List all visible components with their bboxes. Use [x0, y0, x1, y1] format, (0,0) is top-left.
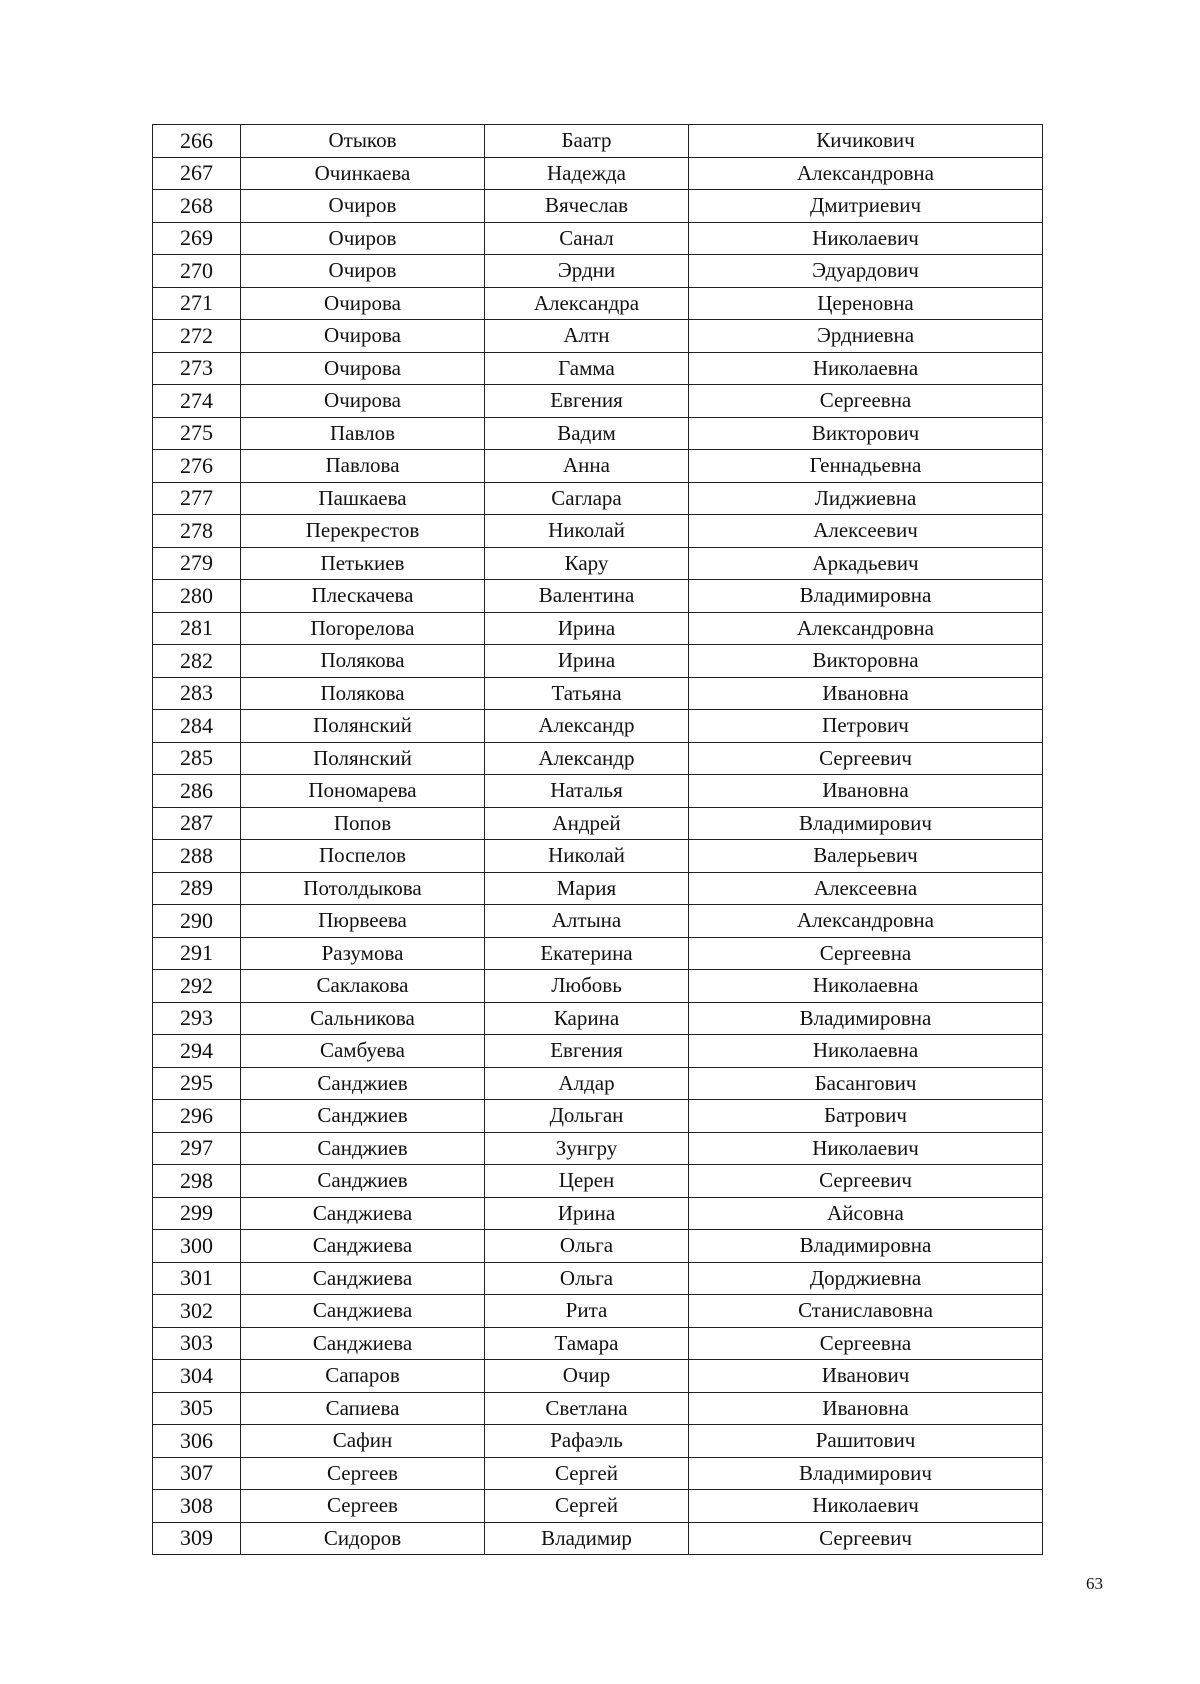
patronymic-cell: Владимировна	[689, 1002, 1043, 1035]
row-number-cell: 277	[153, 482, 241, 515]
row-number-cell: 269	[153, 222, 241, 255]
first-name-cell: Санал	[485, 222, 689, 255]
patronymic-cell: Николаевна	[689, 352, 1043, 385]
first-name-cell: Ольга	[485, 1230, 689, 1263]
patronymic-cell: Сергеевна	[689, 1327, 1043, 1360]
first-name-cell: Александра	[485, 287, 689, 320]
surname-cell: Санджиева	[241, 1295, 485, 1328]
first-name-cell: Владимир	[485, 1522, 689, 1555]
surname-cell: Павлова	[241, 450, 485, 483]
patronymic-cell: Викторовна	[689, 645, 1043, 678]
first-name-cell: Алтн	[485, 320, 689, 353]
surname-cell: Очиров	[241, 255, 485, 288]
patronymic-cell: Владимирович	[689, 807, 1043, 840]
row-number-cell: 281	[153, 612, 241, 645]
row-number-cell: 274	[153, 385, 241, 418]
row-number-cell: 300	[153, 1230, 241, 1263]
row-number-cell: 288	[153, 840, 241, 873]
roster-body	[153, 125, 1043, 1555]
table-row	[153, 1327, 1043, 1360]
first-name-cell: Екатерина	[485, 937, 689, 970]
first-name-cell: Евгения	[485, 1035, 689, 1068]
table-row	[153, 1457, 1043, 1490]
patronymic-cell: Дорджиевна	[689, 1262, 1043, 1295]
first-name-cell: Алдар	[485, 1067, 689, 1100]
table-row	[153, 970, 1043, 1003]
table-row	[153, 840, 1043, 873]
row-number-cell: 290	[153, 905, 241, 938]
patronymic-cell: Дмитриевич	[689, 190, 1043, 223]
table-row	[153, 937, 1043, 970]
patronymic-cell: Сергеевич	[689, 1165, 1043, 1198]
table-row	[153, 1392, 1043, 1425]
table-row	[153, 222, 1043, 255]
patronymic-cell: Николаевич	[689, 1132, 1043, 1165]
first-name-cell: Рафаэль	[485, 1425, 689, 1458]
row-number-cell: 309	[153, 1522, 241, 1555]
first-name-cell: Николай	[485, 515, 689, 548]
patronymic-cell: Басангович	[689, 1067, 1043, 1100]
surname-cell: Плескачева	[241, 580, 485, 613]
patronymic-cell: Николаевна	[689, 1035, 1043, 1068]
patronymic-cell: Ивановна	[689, 677, 1043, 710]
first-name-cell: Очир	[485, 1360, 689, 1393]
surname-cell: Павлов	[241, 417, 485, 450]
surname-cell: Очиров	[241, 222, 485, 255]
table-row	[153, 775, 1043, 808]
surname-cell: Санджиева	[241, 1230, 485, 1263]
first-name-cell: Светлана	[485, 1392, 689, 1425]
table-row	[153, 1197, 1043, 1230]
first-name-cell: Татьяна	[485, 677, 689, 710]
table-row	[153, 872, 1043, 905]
row-number-cell: 270	[153, 255, 241, 288]
table-row	[153, 1360, 1043, 1393]
first-name-cell: Кару	[485, 547, 689, 580]
surname-cell: Поспелов	[241, 840, 485, 873]
table-row	[153, 1035, 1043, 1068]
surname-cell: Сальникова	[241, 1002, 485, 1035]
patronymic-cell: Иванович	[689, 1360, 1043, 1393]
patronymic-cell: Владимировна	[689, 580, 1043, 613]
patronymic-cell: Александровна	[689, 157, 1043, 190]
surname-cell: Перекрестов	[241, 515, 485, 548]
row-number-cell: 266	[153, 125, 241, 158]
row-number-cell: 276	[153, 450, 241, 483]
row-number-cell: 275	[153, 417, 241, 450]
patronymic-cell: Валерьевич	[689, 840, 1043, 873]
patronymic-cell: Ивановна	[689, 1392, 1043, 1425]
row-number-cell: 308	[153, 1490, 241, 1523]
patronymic-cell: Геннадьевна	[689, 450, 1043, 483]
patronymic-cell: Николаевич	[689, 222, 1043, 255]
surname-cell: Пашкаева	[241, 482, 485, 515]
first-name-cell: Ирина	[485, 645, 689, 678]
table-row	[153, 515, 1043, 548]
surname-cell: Сапиева	[241, 1392, 485, 1425]
row-number-cell: 287	[153, 807, 241, 840]
surname-cell: Санджиев	[241, 1165, 485, 1198]
first-name-cell: Николай	[485, 840, 689, 873]
first-name-cell: Сергей	[485, 1490, 689, 1523]
surname-cell: Попов	[241, 807, 485, 840]
first-name-cell: Саглара	[485, 482, 689, 515]
table-row	[153, 1262, 1043, 1295]
row-number-cell: 267	[153, 157, 241, 190]
surname-cell: Санджиева	[241, 1262, 485, 1295]
patronymic-cell: Алексеевна	[689, 872, 1043, 905]
surname-cell: Очирова	[241, 287, 485, 320]
table-row	[153, 905, 1043, 938]
first-name-cell: Гамма	[485, 352, 689, 385]
surname-cell: Сергеев	[241, 1457, 485, 1490]
patronymic-cell: Алексеевич	[689, 515, 1043, 548]
row-number-cell: 271	[153, 287, 241, 320]
row-number-cell: 296	[153, 1100, 241, 1133]
first-name-cell: Церен	[485, 1165, 689, 1198]
table-row	[153, 547, 1043, 580]
surname-cell: Сергеев	[241, 1490, 485, 1523]
first-name-cell: Зунгру	[485, 1132, 689, 1165]
patronymic-cell: Сергеевич	[689, 1522, 1043, 1555]
surname-cell: Пюрвеева	[241, 905, 485, 938]
patronymic-cell: Владимирович	[689, 1457, 1043, 1490]
surname-cell: Санджиев	[241, 1067, 485, 1100]
table-row	[153, 125, 1043, 158]
patronymic-cell: Сергеевна	[689, 385, 1043, 418]
table-row	[153, 1067, 1043, 1100]
surname-cell: Отыков	[241, 125, 485, 158]
table-row	[153, 417, 1043, 450]
patronymic-cell: Эдуардович	[689, 255, 1043, 288]
first-name-cell: Андрей	[485, 807, 689, 840]
patronymic-cell: Сергеевич	[689, 742, 1043, 775]
table-row	[153, 320, 1043, 353]
patronymic-cell: Рашитович	[689, 1425, 1043, 1458]
first-name-cell: Наталья	[485, 775, 689, 808]
table-row	[153, 1100, 1043, 1133]
patronymic-cell: Аркадьевич	[689, 547, 1043, 580]
patronymic-cell: Викторович	[689, 417, 1043, 450]
row-number-cell: 282	[153, 645, 241, 678]
first-name-cell: Баатр	[485, 125, 689, 158]
row-number-cell: 291	[153, 937, 241, 970]
table-row	[153, 352, 1043, 385]
surname-cell: Полянский	[241, 710, 485, 743]
table-row	[153, 710, 1043, 743]
surname-cell: Потолдыкова	[241, 872, 485, 905]
surname-cell: Санджиев	[241, 1100, 485, 1133]
first-name-cell: Ирина	[485, 612, 689, 645]
surname-cell: Полянский	[241, 742, 485, 775]
patronymic-cell: Александровна	[689, 905, 1043, 938]
row-number-cell: 293	[153, 1002, 241, 1035]
surname-cell: Сапаров	[241, 1360, 485, 1393]
row-number-cell: 304	[153, 1360, 241, 1393]
first-name-cell: Карина	[485, 1002, 689, 1035]
patronymic-cell: Станиславовна	[689, 1295, 1043, 1328]
first-name-cell: Ольга	[485, 1262, 689, 1295]
patronymic-cell: Владимировна	[689, 1230, 1043, 1263]
surname-cell: Очирова	[241, 320, 485, 353]
table-row	[153, 580, 1043, 613]
patronymic-cell: Петрович	[689, 710, 1043, 743]
table-row	[153, 255, 1043, 288]
table-row	[153, 157, 1043, 190]
roster-table	[152, 124, 1043, 1555]
first-name-cell: Эрдни	[485, 255, 689, 288]
table-row	[153, 1522, 1043, 1555]
first-name-cell: Вячеслав	[485, 190, 689, 223]
first-name-cell: Надежда	[485, 157, 689, 190]
surname-cell: Пономарева	[241, 775, 485, 808]
first-name-cell: Вадим	[485, 417, 689, 450]
first-name-cell: Сергей	[485, 1457, 689, 1490]
surname-cell: Очиров	[241, 190, 485, 223]
row-number-cell: 303	[153, 1327, 241, 1360]
table-row	[153, 385, 1043, 418]
patronymic-cell: Цереновна	[689, 287, 1043, 320]
first-name-cell: Мария	[485, 872, 689, 905]
first-name-cell: Анна	[485, 450, 689, 483]
first-name-cell: Алтына	[485, 905, 689, 938]
surname-cell: Разумова	[241, 937, 485, 970]
surname-cell: Санджиева	[241, 1327, 485, 1360]
row-number-cell: 286	[153, 775, 241, 808]
row-number-cell: 299	[153, 1197, 241, 1230]
surname-cell: Погорелова	[241, 612, 485, 645]
surname-cell: Очирова	[241, 385, 485, 418]
surname-cell: Петькиев	[241, 547, 485, 580]
first-name-cell: Александр	[485, 710, 689, 743]
patronymic-cell: Ивановна	[689, 775, 1043, 808]
row-number-cell: 278	[153, 515, 241, 548]
surname-cell: Санджиев	[241, 1132, 485, 1165]
row-number-cell: 289	[153, 872, 241, 905]
table-row	[153, 1165, 1043, 1198]
row-number-cell: 294	[153, 1035, 241, 1068]
row-number-cell: 306	[153, 1425, 241, 1458]
row-number-cell: 272	[153, 320, 241, 353]
row-number-cell: 284	[153, 710, 241, 743]
table-row	[153, 807, 1043, 840]
surname-cell: Самбуева	[241, 1035, 485, 1068]
row-number-cell: 280	[153, 580, 241, 613]
table-row	[153, 482, 1043, 515]
row-number-cell: 268	[153, 190, 241, 223]
table-row	[153, 677, 1043, 710]
surname-cell: Полякова	[241, 645, 485, 678]
row-number-cell: 297	[153, 1132, 241, 1165]
table-row	[153, 612, 1043, 645]
first-name-cell: Дольган	[485, 1100, 689, 1133]
row-number-cell: 298	[153, 1165, 241, 1198]
row-number-cell: 301	[153, 1262, 241, 1295]
table-row	[153, 287, 1043, 320]
table-row	[153, 1295, 1043, 1328]
table-row	[153, 1490, 1043, 1523]
first-name-cell: Валентина	[485, 580, 689, 613]
table-row	[153, 1230, 1043, 1263]
surname-cell: Очирова	[241, 352, 485, 385]
row-number-cell: 305	[153, 1392, 241, 1425]
table-row	[153, 1425, 1043, 1458]
surname-cell: Очинкаева	[241, 157, 485, 190]
table-row	[153, 450, 1043, 483]
row-number-cell: 283	[153, 677, 241, 710]
first-name-cell: Евгения	[485, 385, 689, 418]
page-number: 63	[1086, 1574, 1103, 1593]
patronymic-cell: Эрдниевна	[689, 320, 1043, 353]
row-number-cell: 295	[153, 1067, 241, 1100]
patronymic-cell: Кичикович	[689, 125, 1043, 158]
patronymic-cell: Сергеевна	[689, 937, 1043, 970]
patronymic-cell: Айсовна	[689, 1197, 1043, 1230]
surname-cell: Санджиева	[241, 1197, 485, 1230]
surname-cell: Сидоров	[241, 1522, 485, 1555]
surname-cell: Полякова	[241, 677, 485, 710]
row-number-cell: 307	[153, 1457, 241, 1490]
patronymic-cell: Лиджиевна	[689, 482, 1043, 515]
table-row	[153, 190, 1043, 223]
first-name-cell: Рита	[485, 1295, 689, 1328]
row-number-cell: 285	[153, 742, 241, 775]
patronymic-cell: Николаевич	[689, 1490, 1043, 1523]
row-number-cell: 273	[153, 352, 241, 385]
surname-cell: Саклакова	[241, 970, 485, 1003]
surname-cell: Сафин	[241, 1425, 485, 1458]
row-number-cell: 302	[153, 1295, 241, 1328]
row-number-cell: 279	[153, 547, 241, 580]
table-row	[153, 742, 1043, 775]
table-row	[153, 645, 1043, 678]
table-row	[153, 1132, 1043, 1165]
table-row	[153, 1002, 1043, 1035]
patronymic-cell: Александровна	[689, 612, 1043, 645]
first-name-cell: Любовь	[485, 970, 689, 1003]
first-name-cell: Ирина	[485, 1197, 689, 1230]
patronymic-cell: Батрович	[689, 1100, 1043, 1133]
patronymic-cell: Николаевна	[689, 970, 1043, 1003]
first-name-cell: Александр	[485, 742, 689, 775]
row-number-cell: 292	[153, 970, 241, 1003]
first-name-cell: Тамара	[485, 1327, 689, 1360]
